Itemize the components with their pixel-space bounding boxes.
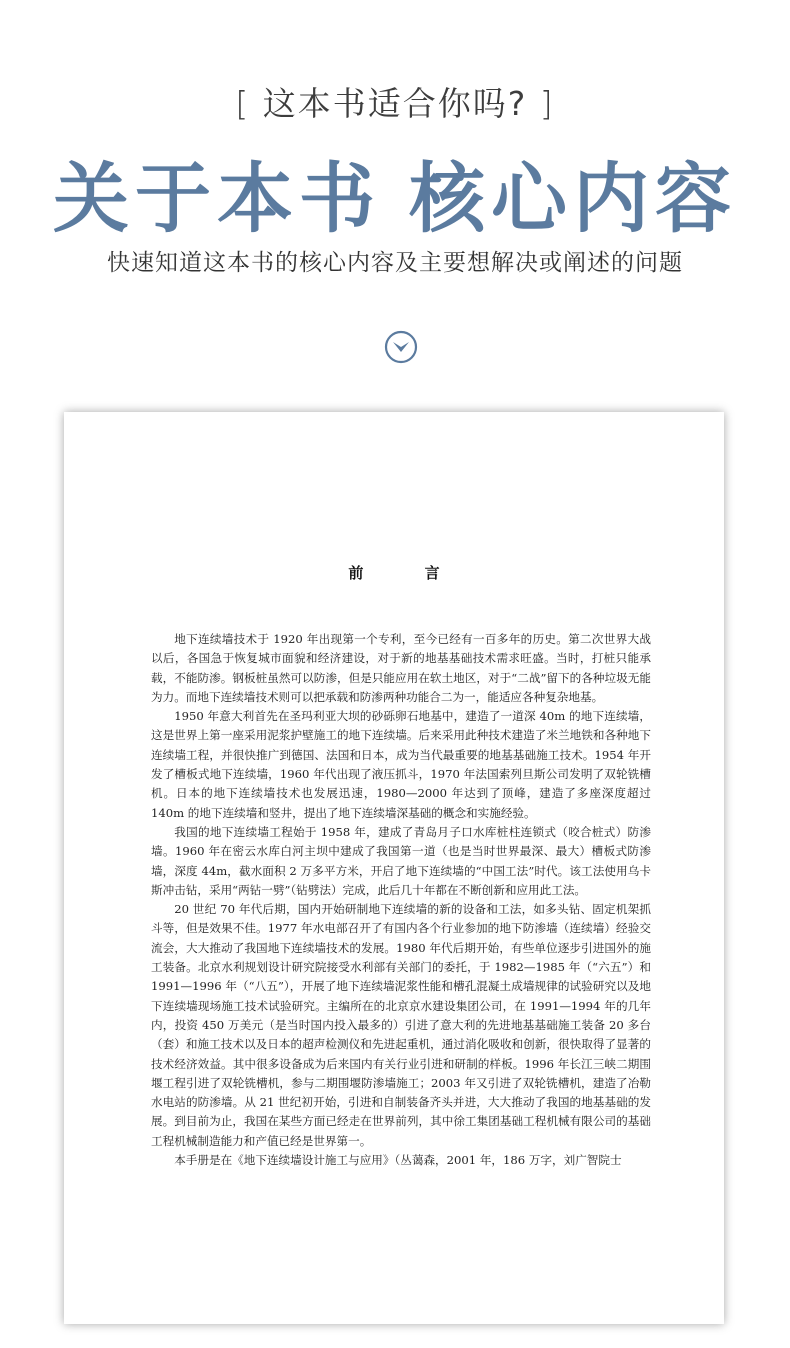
paragraph: 我国的地下连续墙工程始于 1958 年，建成了青岛月子口水库桩柱连锁式（咬合桩式）防渗墙。1960 年在密云水库白河主坝中建成了我国第一道（也是当时世界最深、最大）槽板式防渗墙，深度 44m，截水面积 2 万多平方米，开启了地下连续墙的“中国工法”时代。该工法使用乌卡斯冲击钻，采用“两钻一劈”（钻劈法）完成，此后几十年都在不断创新和应用此工法。 [151, 824, 651, 897]
paragraph: 本手册是在《地下连续墙设计施工与应用》（丛蔼森，2001 年，186 万字，刘广智院士 [174, 1153, 622, 1168]
tagline [0, 78, 790, 125]
document-title: 前 言 [348, 564, 468, 582]
tagline-bracket-open: [ [235, 84, 251, 123]
main-title [0, 138, 790, 247]
paragraph: 地下连续墙技术于 1920 年出现第一个专利，至今已经有一百多年的历史。第二次世界大战以后，各国急于恢复城市面貌和经济建设，对于新的地基基础技术需求旺盛。当时，打桩只能承载，不能防渗。钢板桩虽然可以防渗，但是只能应用在软土地区，对于“二战”留下的各种垃圾无能为力。而地下连续墙技术则可以把承载和防渗两种功能合二为一，能适应各种复杂地基。 [151, 632, 651, 704]
chevron-down-circle-icon [384, 330, 418, 364]
main-title-part1: 关于本书 [53, 154, 381, 243]
main-title-part2: 核心内容 [409, 154, 737, 243]
paragraph: 20 世纪 70 年代后期，国内开始研制地下连续墙的新的设备和工法，如多头钻、固定机架抓斗等，但是效果不佳。1977 年水电部召开了有国内各个行业参加的地下防渗墙（连续墙）经验交流会，大大推动了我国地下连续墙技术的发展。1980 年代后期开始，有些单位逐步引进国外的施工装备。北京水利规划设计研究院接受水利部有关部门的委托，于 1982—1985 年（“六五”）和 1991—1996 年（“八五”），开展了地下连续墙泥浆性能和槽孔混凝土成墙规律的试验研究以及地下连续墙现场施工技术试验研究。主编所在的北京京水建设集团公司，在 1991—1994 年的几年内，投资 450 万美元（是当时国内投入最多的）引进了意大利的先进地基基础施工装备 20 多台（套）和施工技术以及日本的超声检测仪和先进起重机，通过消化吸收和创新，很快取得了显著的技术经济效益。其中很多设备成为后来国内有关行业引进和研制的样板。1996 年长江三峡二期围堰工程引进了双轮铣槽机，参与二期围堰防渗墙施工；2003 年又引进了双轮铣槽机，建造了冶勒水电站的防渗墙。从 21 世纪初开始，引进和自制装备齐头并进，大大推动了我国的地基基础的发展。到目前为止，我国在某些方面已经走在世界前列，其中徐工集团基础工程机械有限公司的基础工程机械制造能力和产值已经是世界第一。 [151, 902, 651, 1148]
tagline-text: 这本书适合你吗? [262, 84, 528, 123]
tagline-bracket-close: ] [539, 84, 555, 123]
header-section [0, 0, 790, 400]
document-body [151, 630, 651, 1170]
document-page [64, 412, 724, 1324]
paragraph: 1950 年意大利首先在圣玛利亚大坝的砂砾卵石地基中，建造了一道深 40m 的地下连续墙，这是世界上第一座采用泥浆护壁施工的地下连续墙。后来采用此种技术建造了米兰地铁和各种地下连续墙工程，并很快推广到德国、法国和日本，成为当代最重要的地基基础施工技术。1954 年开发了槽板式地下连续墙，1960 年代出现了液压抓斗，1970 年法国索列旦斯公司发明了双轮铣槽机。日本的地下连续墙技术也发展迅速，1980—2000 年达到了顶峰，建造了多座深度超过 140m 的地下连续墙和竖井，提出了地下连续墙深基础的概念和实施经验。 [151, 709, 651, 820]
subtitle: 快速知道这本书的核心内容及主要想解决或阐述的问题 [107, 250, 683, 276]
